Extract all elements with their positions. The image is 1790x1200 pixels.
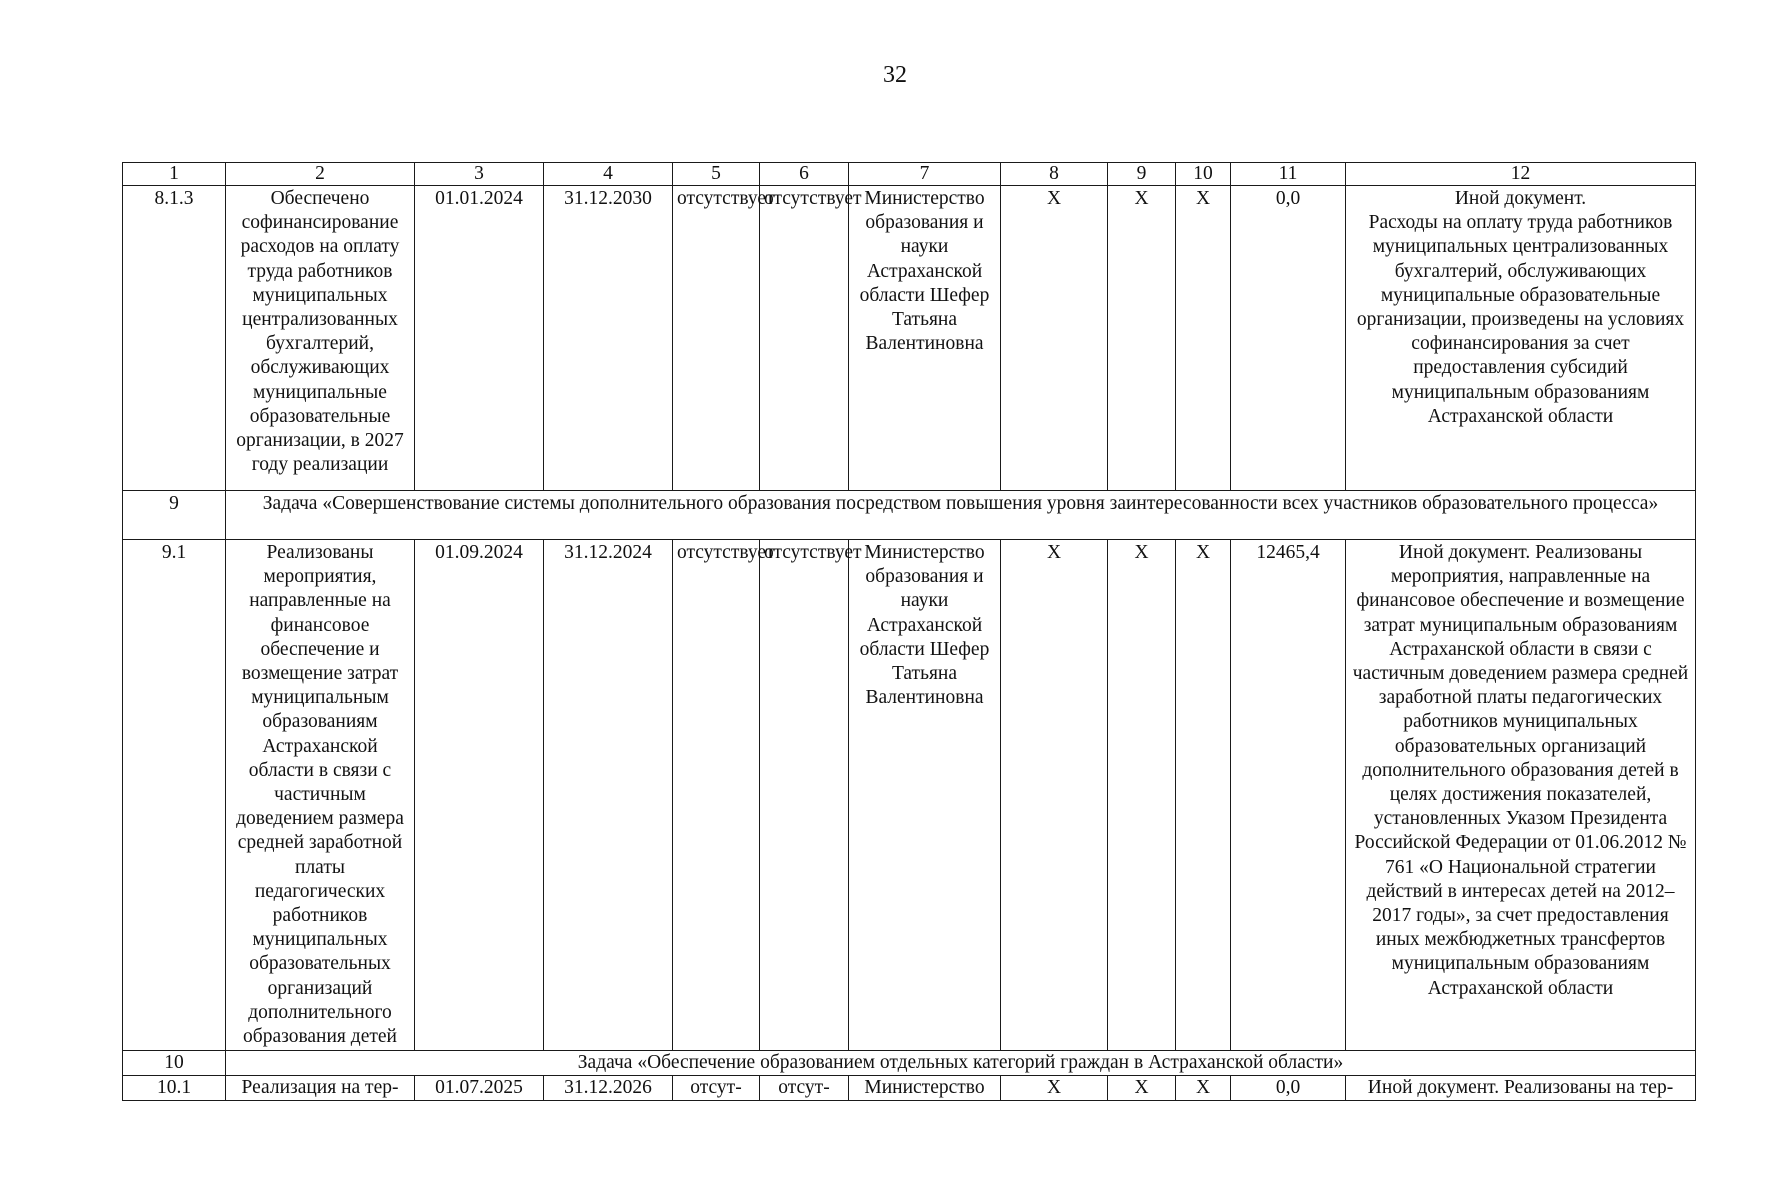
amount-value: 0,0: [1231, 186, 1346, 491]
table-row-8-1-3: [123, 186, 1696, 491]
responsible-executor: Министерство образования и науки Астраханской области Шефер Татьяна Валентиновна: [849, 186, 1001, 491]
column-5-value: отсут-: [673, 1076, 760, 1101]
document-text: Иной документ. Реализованы мероприятия, направленные на финансовое обеспечение и возмещение затрат муниципальным образованиям Астраханской области в связи с частичным доведением размера средней заработной платы педагогических работников муниципальных образовательных организаций дополнительного образования детей в целях достижения показателей, установленных Указом Президента Российской Федерации от 01.06.2012 № 761 «О Национальной стратегии действий в интересах детей на 2012–2017 годы», за счет предоставления иных межбюджетных трансфертов муниципальным образованиям Астраханской области: [1346, 540, 1696, 1051]
column-header: 11: [1231, 163, 1346, 186]
amount-value: 0,0: [1231, 1076, 1346, 1101]
row-number: 8.1.3: [123, 186, 226, 491]
column-header: 4: [544, 163, 673, 186]
column-8-value: Х: [1001, 186, 1108, 491]
task-text: Задача «Обеспечение образованием отдельных категорий граждан в Астраханской области»: [226, 1051, 1696, 1076]
table-row-10-1: [123, 1076, 1696, 1101]
document-text: Иной документ. Реализованы на тер-: [1346, 1076, 1696, 1101]
column-6-value: отсутствует: [760, 186, 849, 491]
document-cell: [1346, 186, 1696, 491]
row-number: 9.1: [123, 540, 226, 1051]
column-6-value: отсутствует: [760, 540, 849, 1051]
column-6-value: отсут-: [760, 1076, 849, 1101]
column-8-value: Х: [1001, 540, 1108, 1051]
column-9-value: Х: [1108, 540, 1176, 1051]
column-header: 5: [673, 163, 760, 186]
start-date: 01.07.2025: [415, 1076, 544, 1101]
row-number: 9: [123, 491, 226, 540]
table-row-9-1: [123, 540, 1696, 1051]
end-date: 31.12.2026: [544, 1076, 673, 1101]
events-table: [122, 162, 1696, 1101]
column-header: 3: [415, 163, 544, 186]
column-10-value: Х: [1176, 1076, 1231, 1101]
column-10-value: Х: [1176, 186, 1231, 491]
amount-value: 12465,4: [1231, 540, 1346, 1051]
column-5-value: отсутствует: [673, 540, 760, 1051]
start-date: 01.01.2024: [415, 186, 544, 491]
column-header: 6: [760, 163, 849, 186]
column-9-value: Х: [1108, 186, 1176, 491]
task-row-10: [123, 1051, 1696, 1076]
end-date: 31.12.2024: [544, 540, 673, 1051]
column-header: 1: [123, 163, 226, 186]
column-header: 8: [1001, 163, 1108, 186]
column-header: 12: [1346, 163, 1696, 186]
column-header: 7: [849, 163, 1001, 186]
task-row-9: [123, 491, 1696, 540]
start-date: 01.09.2024: [415, 540, 544, 1051]
column-5-value: отсутствует: [673, 186, 760, 491]
task-text: Задача «Совершенствование системы дополнительного образования посредством повышения уровня заинтересованности всех участников образовательного процесса»: [226, 491, 1696, 540]
column-8-value: Х: [1001, 1076, 1108, 1101]
column-header: 9: [1108, 163, 1176, 186]
row-number: 10: [123, 1051, 226, 1076]
result-text: Реализованы мероприятия, направленные на финансовое обеспечение и возмещение затрат муниципальным образованиям Астраханской области в связи с частичным доведением размера средней заработной платы педагогических работников муниципальных образовательных организаций дополнительного образования детей: [226, 540, 415, 1051]
row-number: 10.1: [123, 1076, 226, 1101]
responsible-executor: Министерство образования и науки Астраханской области Шефер Татьяна Валентиновна: [849, 540, 1001, 1051]
document-title: Иной документ.: [1454, 188, 1587, 209]
column-header: 10: [1176, 163, 1231, 186]
column-number-header-row: [123, 163, 1696, 186]
column-header: 2: [226, 163, 415, 186]
column-9-value: Х: [1108, 1076, 1176, 1101]
column-10-value: Х: [1176, 540, 1231, 1051]
document-text: Расходы на оплату труда работников муниципальных централизованных бухгалтерий, обслуживающих муниципальные образовательные организации, произведены на условиях софинансирования за счет предоставления субсидий муниципальным образованиям Астраханской области: [1356, 212, 1685, 427]
end-date: 31.12.2030: [544, 186, 673, 491]
result-text: Обеспечено софинансирование расходов на оплату труда работников муниципальных централизованных бухгалтерий, обслуживающих муниципальные образовательные организации, в 2027 году реализации: [226, 186, 415, 491]
responsible-executor: Министерство: [849, 1076, 1001, 1101]
page-number: 32: [883, 62, 907, 88]
result-text: Реализация на тер-: [226, 1076, 415, 1101]
